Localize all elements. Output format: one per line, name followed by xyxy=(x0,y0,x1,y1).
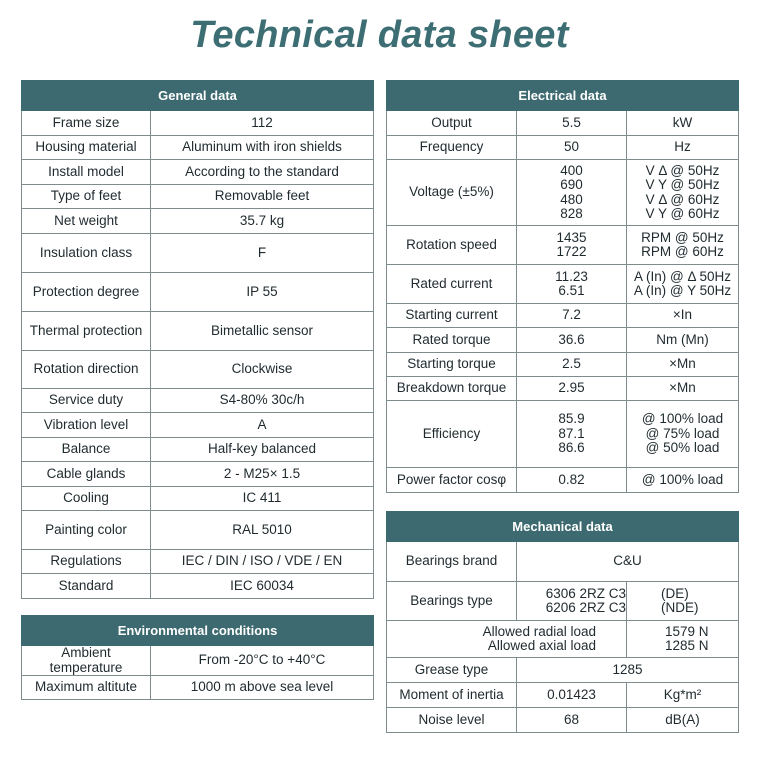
row-label: Grease type xyxy=(387,658,517,683)
mechanical-data-table xyxy=(386,511,739,733)
row-value: According to the standard xyxy=(151,160,374,185)
table-row xyxy=(387,328,739,353)
row-value: Aluminum with iron shields xyxy=(151,136,374,160)
table-row xyxy=(22,487,374,511)
table-row xyxy=(387,304,739,328)
table-row xyxy=(22,462,374,487)
table-row xyxy=(22,676,374,700)
row-value: S4-80% 30c/h xyxy=(151,389,374,413)
row-label: Rated torque xyxy=(387,328,517,353)
table-row xyxy=(387,542,739,582)
row-label: Moment of inertia xyxy=(387,683,517,708)
row-value: 1579 N 1285 N xyxy=(627,621,739,658)
table-row xyxy=(22,209,374,234)
table-row xyxy=(387,160,739,226)
row-value: Clockwise xyxy=(151,351,374,389)
row-label: Power factor cosφ xyxy=(387,468,517,493)
table-row xyxy=(22,413,374,438)
general-data-header: General data xyxy=(22,81,374,111)
row-value: 2 - M25× 1.5 xyxy=(151,462,374,487)
table-row xyxy=(22,312,374,351)
row-value: 2.5 xyxy=(517,353,627,377)
row-label: Balance xyxy=(22,438,151,462)
table-row xyxy=(22,160,374,185)
table-row xyxy=(22,234,374,273)
general-data-table xyxy=(21,80,374,599)
row-unit: ×Mn xyxy=(627,377,739,401)
table-row xyxy=(387,353,739,377)
row-label: Install model xyxy=(22,160,151,185)
row-label: Standard xyxy=(22,574,151,599)
row-label: Cooling xyxy=(22,487,151,511)
table-row xyxy=(387,621,739,658)
row-label: Painting color xyxy=(22,511,151,550)
table-row xyxy=(22,389,374,413)
electrical-data-header: Electrical data xyxy=(387,81,739,111)
row-value: Half-key balanced xyxy=(151,438,374,462)
row-unit: Kg*m² xyxy=(627,683,739,708)
table-row xyxy=(387,683,739,708)
row-label: Bearings type xyxy=(387,582,517,621)
row-value: 36.6 xyxy=(517,328,627,353)
row-label: Type of feet xyxy=(22,185,151,209)
row-label: Output xyxy=(387,111,517,136)
row-value: 50 xyxy=(517,136,627,160)
row-value: A xyxy=(151,413,374,438)
row-value: 400 690 480 828 xyxy=(517,160,627,226)
table-row xyxy=(387,265,739,304)
row-value: 85.9 87.1 86.6 xyxy=(517,401,627,468)
row-value: 35.7 kg xyxy=(151,209,374,234)
row-label: Regulations xyxy=(22,550,151,574)
row-unit: kW xyxy=(627,111,739,136)
electrical-data-table xyxy=(386,80,739,493)
table-row xyxy=(387,111,739,136)
table-row xyxy=(22,185,374,209)
table-row xyxy=(387,708,739,733)
table-row xyxy=(22,574,374,599)
row-label: Thermal protection xyxy=(22,312,151,351)
row-unit: @ 100% load @ 75% load @ 50% load xyxy=(627,401,739,468)
row-unit: A (In) @ Δ 50Hz A (In) @ Y 50Hz xyxy=(627,265,739,304)
row-label: Service duty xyxy=(22,389,151,413)
row-label: Protection degree xyxy=(22,273,151,312)
table-row xyxy=(22,136,374,160)
table-row xyxy=(22,511,374,550)
row-label: Vibration level xyxy=(22,413,151,438)
row-value: 1435 1722 xyxy=(517,226,627,265)
table-row xyxy=(22,438,374,462)
table-row xyxy=(22,273,374,312)
table-row xyxy=(387,582,739,621)
row-value: 0.01423 xyxy=(517,683,627,708)
row-label: Breakdown torque xyxy=(387,377,517,401)
row-value: From -20°C to +40°C xyxy=(151,646,374,676)
table-row xyxy=(387,468,739,493)
row-label: Noise level xyxy=(387,708,517,733)
row-unit: ×In xyxy=(627,304,739,328)
row-value: F xyxy=(151,234,374,273)
row-value: IEC / DIN / ISO / VDE / EN xyxy=(151,550,374,574)
row-label: Starting current xyxy=(387,304,517,328)
row-unit: V Δ @ 50Hz V Y @ 50Hz V Δ @ 60Hz V Y @ 60Hz xyxy=(627,160,739,226)
row-label: Net weight xyxy=(22,209,151,234)
row-value: 1285 xyxy=(517,658,739,683)
row-label: Allowed radial load Allowed axial load xyxy=(387,621,627,658)
row-unit: (DE) (NDE) xyxy=(627,582,739,621)
row-value: RAL 5010 xyxy=(151,511,374,550)
row-unit: dB(A) xyxy=(627,708,739,733)
row-label: Voltage (±5%) xyxy=(387,160,517,226)
row-value: IEC 60034 xyxy=(151,574,374,599)
row-value: 7.2 xyxy=(517,304,627,328)
row-value: Removable feet xyxy=(151,185,374,209)
row-label: Cable glands xyxy=(22,462,151,487)
table-row xyxy=(387,658,739,683)
mechanical-data-header: Mechanical data xyxy=(387,512,739,542)
row-value: 5.5 xyxy=(517,111,627,136)
row-unit: Hz xyxy=(627,136,739,160)
row-label: Rotation speed xyxy=(387,226,517,265)
row-value: 11.23 6.51 xyxy=(517,265,627,304)
table-row xyxy=(22,111,374,136)
page-title: Technical data sheet xyxy=(190,14,569,56)
row-value: 1000 m above sea level xyxy=(151,676,374,700)
table-row xyxy=(387,226,739,265)
row-label: Ambient temperature xyxy=(22,646,151,676)
row-value: C&U xyxy=(517,542,739,582)
row-label: Bearings brand xyxy=(387,542,517,582)
table-row xyxy=(22,550,374,574)
row-label: Frame size xyxy=(22,111,151,136)
row-label: Frequency xyxy=(387,136,517,160)
row-unit: @ 100% load xyxy=(627,468,739,493)
table-row xyxy=(22,646,374,676)
row-unit: ×Mn xyxy=(627,353,739,377)
row-value: 68 xyxy=(517,708,627,733)
table-row xyxy=(22,351,374,389)
row-label: Housing material xyxy=(22,136,151,160)
row-label: Starting torque xyxy=(387,353,517,377)
row-value: Bimetallic sensor xyxy=(151,312,374,351)
row-unit: RPM @ 50Hz RPM @ 60Hz xyxy=(627,226,739,265)
row-value: IP 55 xyxy=(151,273,374,312)
row-value: 0.82 xyxy=(517,468,627,493)
row-label: Maximum altitute xyxy=(22,676,151,700)
row-label: Insulation class xyxy=(22,234,151,273)
row-value: 112 xyxy=(151,111,374,136)
row-value: 2.95 xyxy=(517,377,627,401)
row-value: 6306 2RZ C3 6206 2RZ C3 xyxy=(517,582,627,621)
table-row xyxy=(387,401,739,468)
row-unit: Nm (Mn) xyxy=(627,328,739,353)
row-label: Rotation direction xyxy=(22,351,151,389)
row-label: Rated current xyxy=(387,265,517,304)
environmental-conditions-table xyxy=(21,615,374,700)
row-label: Efficiency xyxy=(387,401,517,468)
row-value: IC 411 xyxy=(151,487,374,511)
environmental-conditions-header: Environmental conditions xyxy=(22,616,374,646)
table-row xyxy=(387,377,739,401)
table-row xyxy=(387,136,739,160)
